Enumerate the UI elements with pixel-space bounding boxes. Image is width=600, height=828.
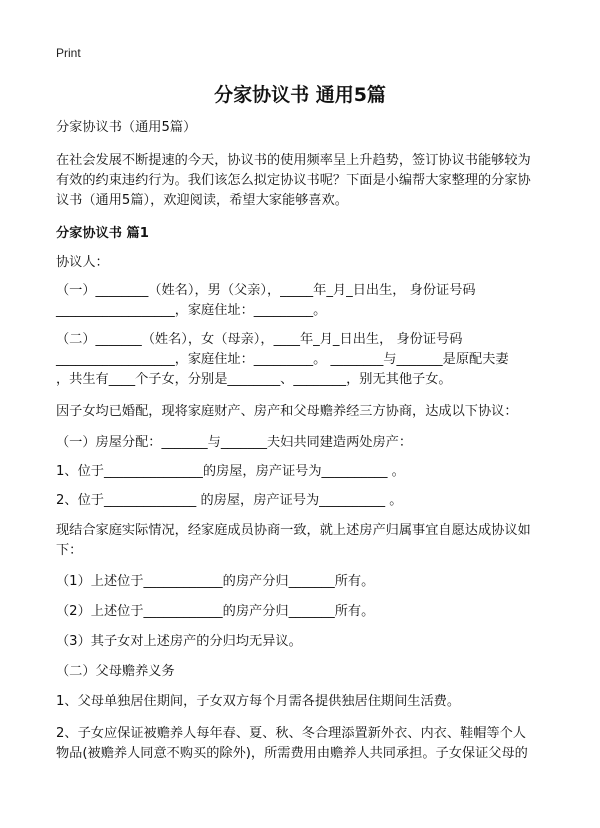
body-line: （3）其子女对上述房产的分归均无异议。 [56,634,302,649]
body-line: 1、位于_______________的房屋，房产证号为__________ 。 [56,464,405,479]
intro-line: 在社会发展不断提速的今天，协议书的使用频率呈上升趋势，签订协议书能够较为 [56,153,531,168]
body-line: 因子女均已婚配，现将家庭财产、房产和父母赡养经三方协商，达成以下协议： [56,404,518,419]
body-line: （一）房屋分配：_______与_______夫妇共同建造两处房产： [56,435,413,450]
intro-line: 有效的约束违约行为。我们该怎么拟定协议书呢？下面是小编帮大家整理的分家协 [56,173,531,188]
body-line: （二）_______（姓名），女（母亲），____年_月_日出生， 身份证号码 [56,332,463,347]
intro-line: 议书（通用5篇），欢迎阅读，希望大家能够喜欢。 [56,193,348,208]
section-heading: 分家协议书 篇1 [56,226,149,241]
body-line: （二）父母赡养义务 [56,664,175,679]
body-line: （2）上述位于____________的房产分归_______所有。 [56,604,375,619]
body-line: ，共生有____个子女，分别是________、________，别无其他子女。 [56,372,452,387]
body-line: 1、父母单独居住期间，子女双方每个月需各提供独居住期间生活费。 [56,694,461,709]
body-line: 下： [56,543,83,558]
body-line: （1）上述位于____________的房产分归_______所有。 [56,574,375,589]
body-line: 现结合家庭实际情况，经家庭成员协商一致，就上述房产归属事宜自愿达成协议如 [56,523,531,538]
body-line: __________________，家庭住址：_________。 ________与_______是原配夫妻 [56,352,509,367]
print-link[interactable]: Print [56,46,81,60]
body-line: 2、子女应保证被赡养人每年春、夏、秋、冬合理添置新外衣、内衣、鞋帽等个人 [56,726,526,741]
body-line: （一）________（姓名），男（父亲），_____年_月_日出生， 身份证号码 [56,283,476,298]
document-title: 分家协议书 通用5篇 [214,84,386,106]
body-line: 物品(被赡养人同意不购买的除外)，所需费用由赡养人共同承担。子女保证父母的 [56,746,528,761]
body-line: 2、位于______________ 的房屋，房产证号为__________ 。 [56,493,403,508]
body-line: __________________，家庭住址：_________。 [56,303,327,318]
body-line: 协议人： [56,255,109,270]
subtitle-line: 分家协议书（通用5篇） [56,120,197,135]
